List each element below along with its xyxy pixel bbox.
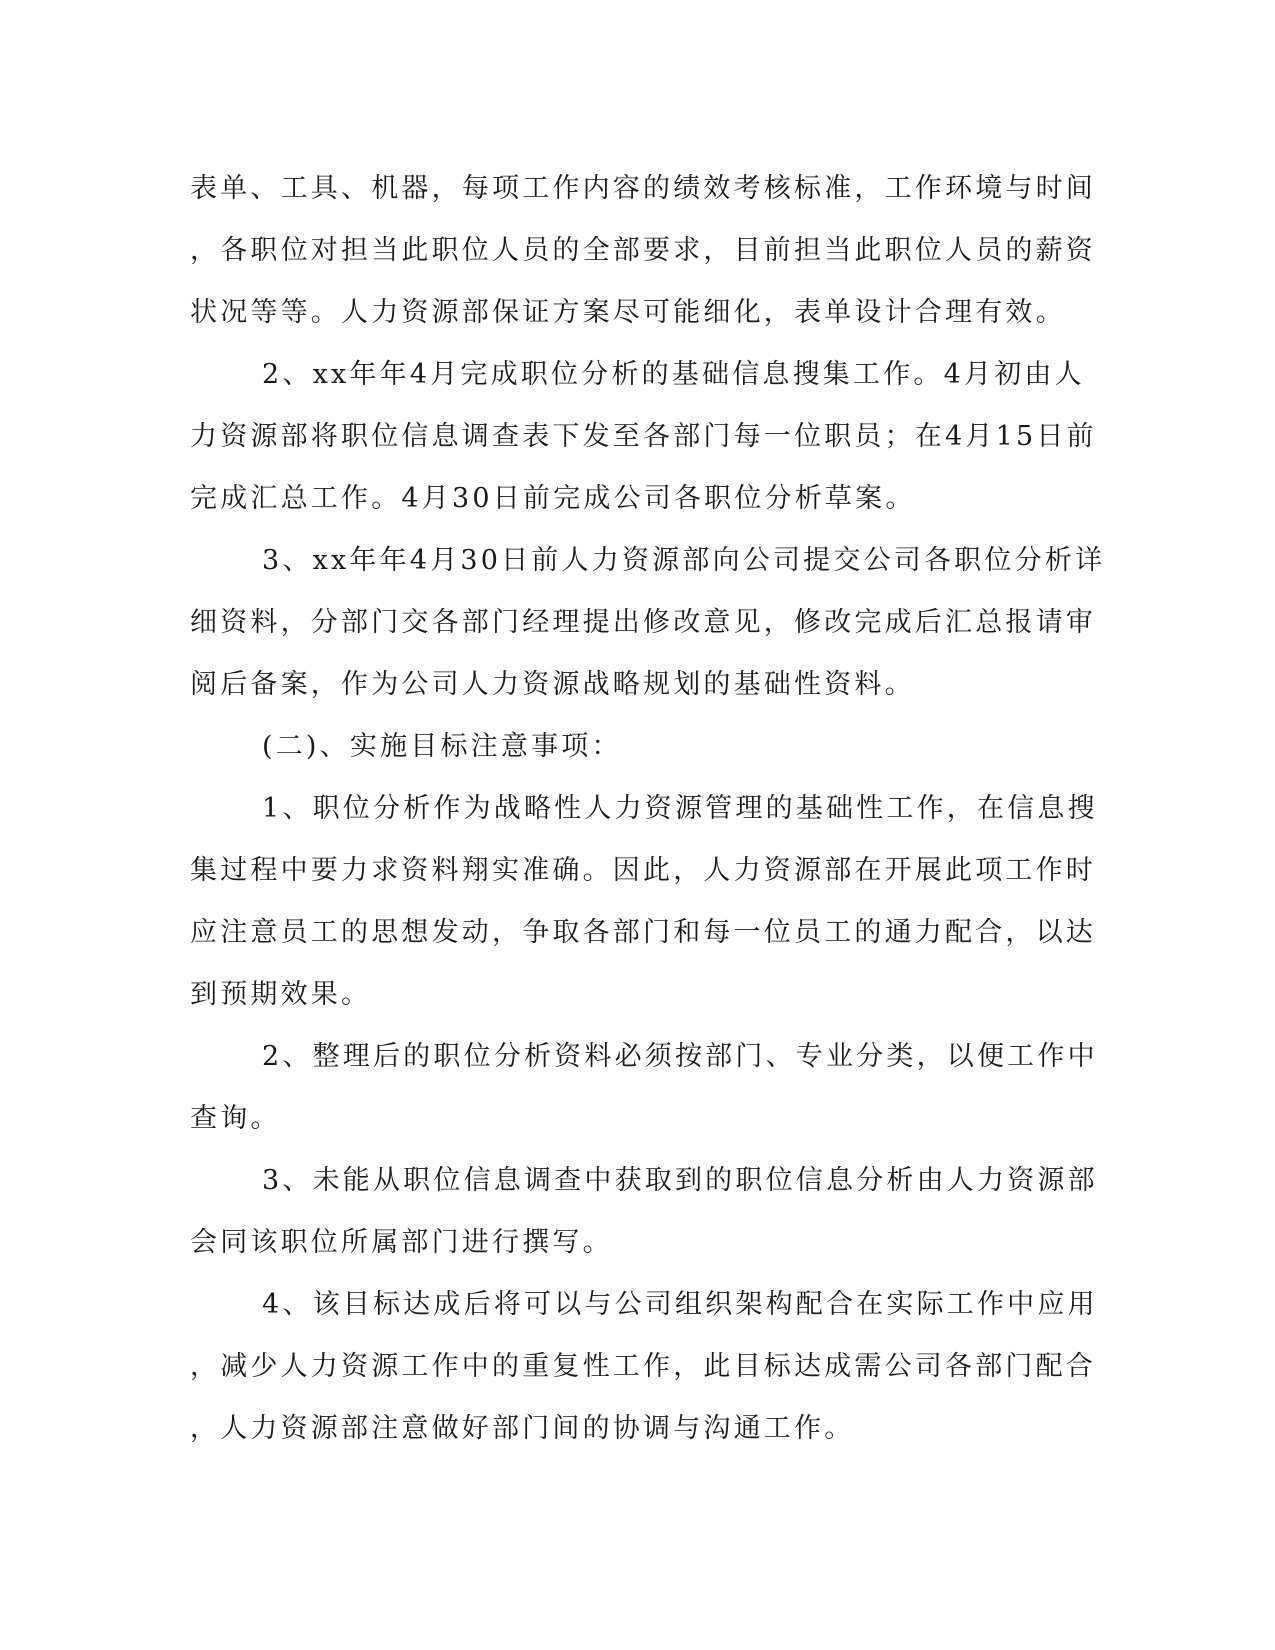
paragraph-line: 3、未能从职位信息调查中获取到的职位信息分析由人力资源部 xyxy=(262,1165,1098,1196)
paragraph-line: 应注意员工的思想发动，争取各部门和每一位员工的通力配合，以达 xyxy=(190,917,1096,948)
paragraph-line: 到预期效果。 xyxy=(190,979,372,1010)
paragraph-line: 力资源部将职位信息调查表下发至各部门每一位职员；在4月15日前 xyxy=(190,421,1097,452)
paragraph-line: ，人力资源部注意做好部门间的协调与沟通工作。 xyxy=(190,1413,855,1444)
paragraph-line: 表单、工具、机器，每项工作内容的绩效考核标准，工作环境与时间 xyxy=(190,173,1096,204)
paragraph-line: 4、该目标达成后将可以与公司组织架构配合在实际工作中应用 xyxy=(262,1289,1098,1320)
paragraph-line: 阅后备案，作为公司人力资源战略规划的基础性资料。 xyxy=(190,669,915,700)
paragraph-line: 细资料，分部门交各部门经理提出修改意见，修改完成后汇总报请审 xyxy=(190,607,1096,638)
paragraph-line: 完成汇总工作。4月30日前完成公司各职位分析草案。 xyxy=(190,483,916,514)
paragraph-line: ，各职位对担当此职位人员的全部要求，目前担当此职位人员的薪资 xyxy=(190,235,1096,266)
paragraph-line: 会同该职位所属部门进行撰写。 xyxy=(190,1227,613,1258)
paragraph-line: ，减少人力资源工作中的重复性工作，此目标达成需公司各部门配合 xyxy=(190,1351,1096,1382)
paragraph-line: 1、职位分析作为战略性人力资源管理的基础性工作，在信息搜 xyxy=(262,793,1098,824)
paragraph-line: 查询。 xyxy=(190,1103,281,1134)
paragraph-line: 2、xx年年4月完成职位分析的基础信息搜集工作。4月初由人 xyxy=(262,359,1085,390)
paragraph-line: 2、整理后的职位分析资料必须按部门、专业分类，以便工作中 xyxy=(262,1041,1098,1072)
section-heading: (二)、实施目标注意事项： xyxy=(262,731,622,762)
paragraph-line: 3、xx年年4月30日前人力资源部向公司提交公司各职位分析详 xyxy=(262,545,1106,576)
paragraph-line: 集过程中要力求资料翔实准确。因此，人力资源部在开展此项工作时 xyxy=(190,855,1096,886)
paragraph-line: 状况等等。人力资源部保证方案尽可能细化，表单设计合理有效。 xyxy=(190,297,1066,328)
